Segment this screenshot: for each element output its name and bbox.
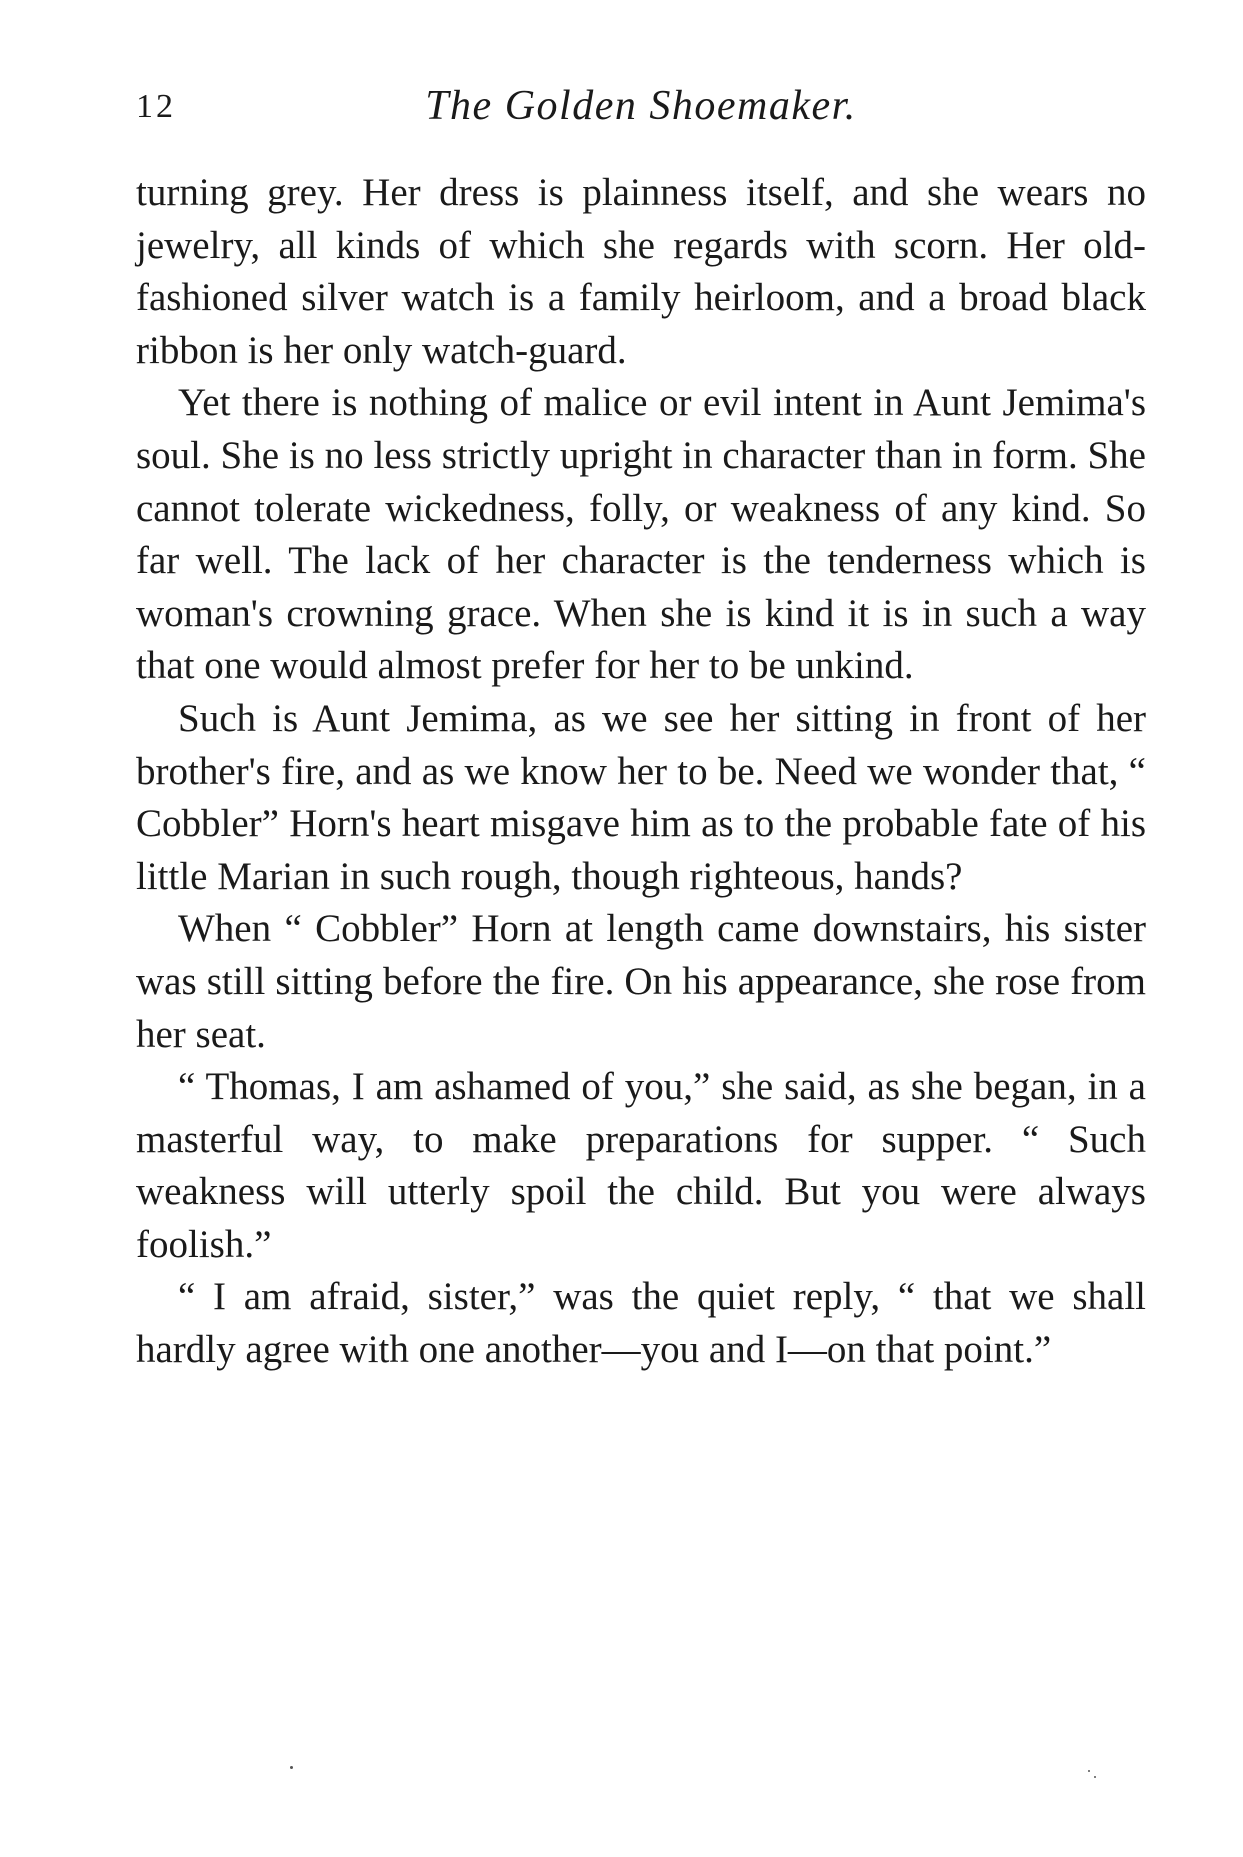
paper-speck — [290, 1766, 293, 1769]
running-head — [136, 82, 1146, 132]
running-title: The Golden Shoemaker. — [425, 83, 857, 129]
body-text — [136, 167, 1146, 1377]
paper-speck — [1088, 1770, 1090, 1772]
paper-speck — [1094, 1776, 1096, 1778]
paragraph: When “ Cobbler” Horn at length came downstairs, his sister was still sitting before the fire. On his appearance, she rose from her seat. — [136, 907, 1146, 1056]
page-number: 12 — [136, 88, 176, 125]
paragraph: “ Thomas, I am ashamed of you,” she said, as she began, in a masterful way, to make preparations for supper. “ Such weakness will utterly spoil the child. But you were always foolish.” — [136, 1065, 1146, 1266]
paragraph: turning grey. Her dress is plainness itself, and she wears no jewelry, all kinds of which she regards with scorn. Her old-fashioned silver watch is a family heirloom, and a broad black ribbon is her only watch-guard. — [136, 171, 1146, 372]
paragraph: Yet there is nothing of malice or evil intent in Aunt Jemima's soul. She is no less strictly upright in character than in form. She cannot tolerate wickedness, folly, or weakness of any kind. So far well. The lack of her character is the tenderness which is woman's crowning grace. When she is kind it is in such a way that one would almost prefer for her to be unkind. — [136, 381, 1146, 688]
paragraph: Such is Aunt Jemima, as we see her sitting in front of her brother's fire, and as we know her to be. Need we wonder that, “ Cobbler” Horn's heart misgave him as to the probable fate of his little Marian in such rough, though righteous, hands? — [136, 696, 1146, 898]
paragraph: “ I am afraid, sister,” was the quiet reply, “ that we shall hardly agree with one another—you and I—on that point.” — [136, 1275, 1146, 1372]
